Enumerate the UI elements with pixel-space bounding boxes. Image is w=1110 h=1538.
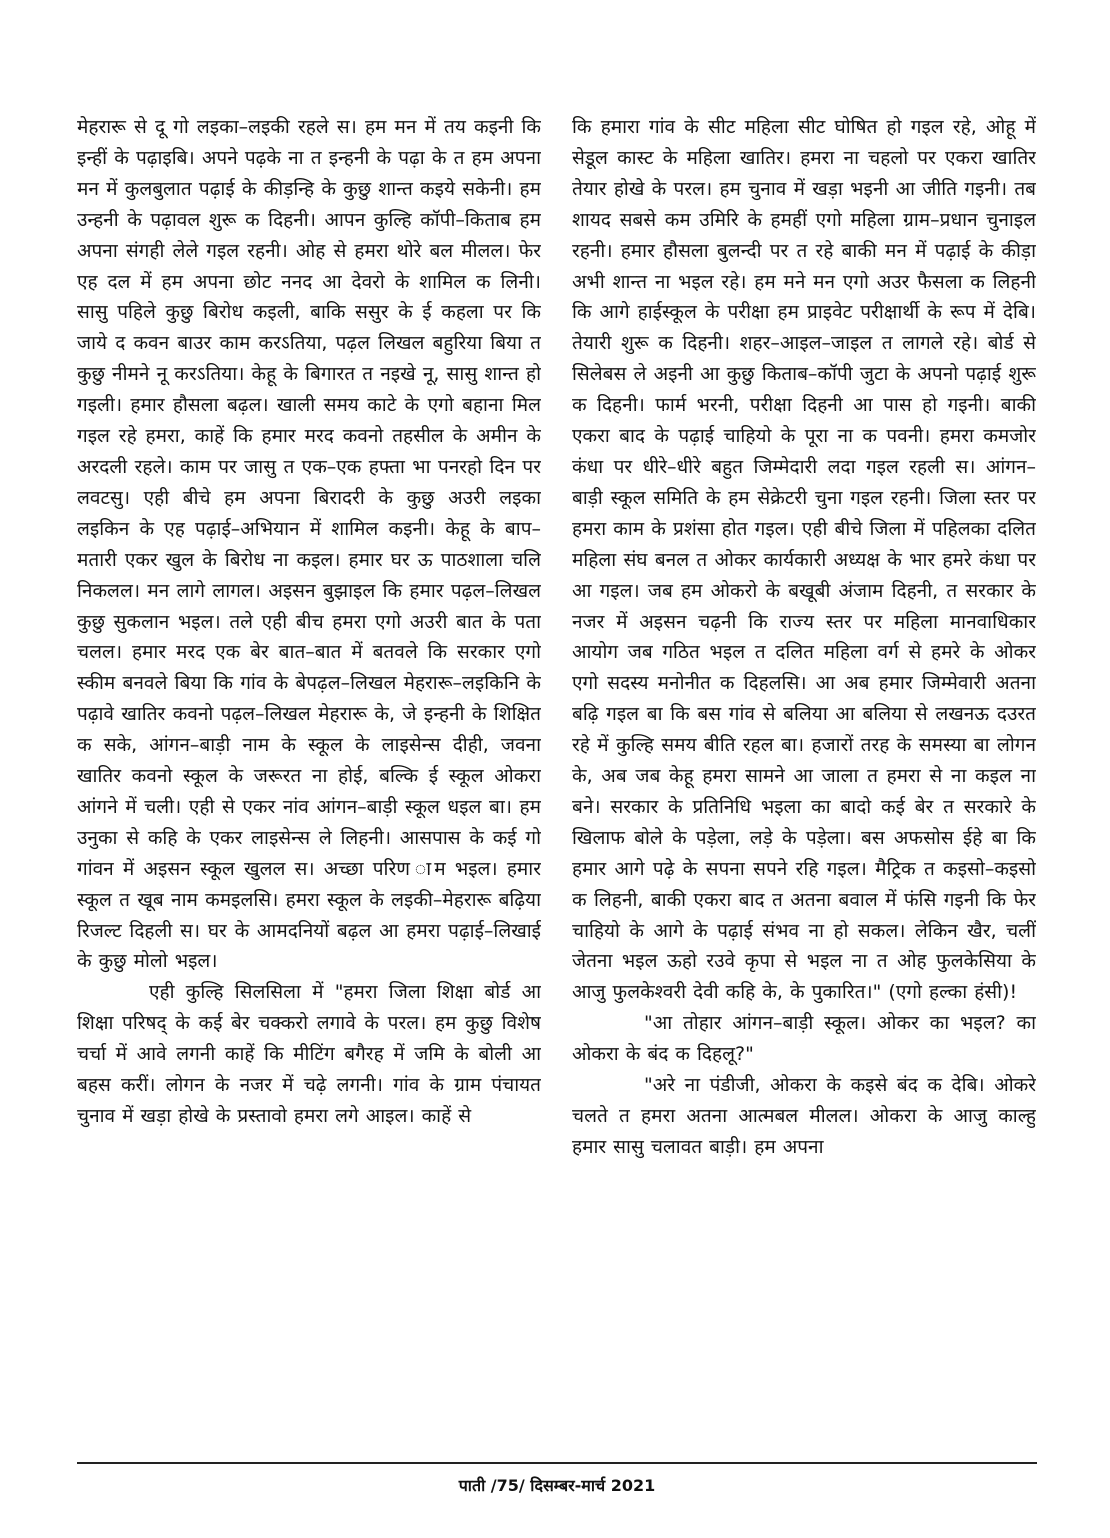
right-paragraph-3: "अरे ना पंडीजी, ओकरा के कइसे बंद क देबि। ओकरे चलते त हमरा अतना आत्मबल मीलल। ओकरा के आजु काल्हु हमार सासु चलावत बाड़ी। हम अपना (572, 1074, 1036, 1158)
right-column (572, 112, 1036, 1430)
footer-divider (77, 1462, 1037, 1464)
left-column (77, 112, 541, 1430)
left-paragraph-1: मेहरारू से दू गो लइका–लइकी रहले स। हम मन में तय कइनी कि इन्हीं के पढ़ाइबि। अपने पढ़के ना त इन्हनी के पढ़ा के त हम अपना मन में कुलबुलात पढ़ाई के कीड़न्हि के कुछु शान्त कइये सकेनी। हम उन्हनी के पढ़ावल शुरू क दिहनी। आपन कुल्हि कॉपी–किताब हम अपना संगही लेले गइल रहनी। ओह से हमरा थोरे बल मीलल। फेर एह दल में हम अपना छोट ननद आ देवरो के शामिल क लिनी। सासु पहिले कुछु बिरोध कइली, बाकि ससुर के ई कहला पर कि जाये द कवन बाउर काम करऽतिया, पढ़ल लिखल बहुरिया बिया त कुछु नीमने नू करऽतिया। केहू के बिगारत त नइखे नू, सासु शान्त हो गइली। हमार हौसला बढ़ल। खाली समय काटे के एगो बहाना मिल गइल रहे हमरा, काहें कि हमार मरद कवनो तहसील के अमीन के अरदली रहले। काम पर जासु त एक–एक हफ्ता भा पनरहो दिन पर लवटसु। एही बीचे हम अपना बिरादरी के कुछु अउरी लइका लइकिन के एह पढ़ाई–अभियान में शामिल कइनी। केहू के बाप–मतारी एकर खुल के बिरोध ना कइल। हमार घर ऊ पाठशाला चलि निकलल। मन लागे लागल। अइसन बुझाइल कि हमार पढ़ल–लिखल कुछु सुकलान भइल। तले एही बीच हमरा एगो अउरी बात के पता चलल। हमार मरद एक बेर बात–बात में बतवले कि सरकार एगो स्कीम बनवले बिया कि गांव के बेपढ़ल–लिखल मेहरारू–लइकिनि के पढ़ावे खातिर कवनो पढ़ल–लिखल मेहरारू के, जे इन्हनी के शिक्षित क सके, आंगन–बाड़ी नाम के स्कूल के लाइसेन्स दीही, जवना खातिर कवनो स्कूल के जरूरत ना होई, बल्कि ई स्कूल ओकरा आंगने में चली। एही से एकर नांव आंगन–बाड़ी स्कूल धइल बा। हम उनुका से कहि के एकर लाइसेन्स ले लिहनी। आसपास के कई गो गांवन में अइसन स्कूल खुलल स। अच्छा परिण ाम भइल। हमार स्कूल त खूब नाम कमइलसि। हमरा स्कूल के लइकी–मेहरारू बढ़िया रिजल्ट दिहली स। घर के आमदनियों बढ़ल आ हमरा पढ़ाई–लिखाई के कुछु मोलो भइल। (77, 116, 541, 973)
left-paragraph-2: एही कुल्हि सिलसिला में "हमरा जिला शिक्षा बोर्ड आ शिक्षा परिषद् के कई बेर चक्करो लगावे के परल। हम कुछु विशेष चर्चा में आवे लगनी काहें कि मीटिंग बगैरह में जमि के बोली आ बहस करीं। लोगन के नजर में चढ़े लगनी। गांव के ग्राम पंचायत चुनाव में खड़ा होखे के प्रस्तावो हमरा लगे आइल। काहें से (77, 981, 541, 1127)
right-paragraph-2: "आ तोहार आंगन–बाड़ी स्कूल। ओकर का भइल? का ओकरा के बंद क दिहलू?" (572, 1012, 1036, 1066)
page-footer: पाती /75/ दिसम्बर-मार्च 2021 (458, 1476, 656, 1495)
right-paragraph-1: कि हमारा गांव के सीट महिला सीट घोषित हो गइल रहे, ओहू में सेडूल कास्ट के महिला खातिर। हमरा ना चहलो पर एकरा खातिर तेयार होखे के परल। हम चुनाव में खड़ा भइनी आ जीति गइनी। तब शायद सबसे कम उमिरि के हमहीं एगो महिला ग्राम–प्रधान चुनाइल रहनी। हमार हौसला बुलन्दी पर त रहे बाकी मन में पढ़ाई के कीड़ा अभी शान्त ना भइल रहे। हम मने मन एगो अउर फैसला क लिहनी कि आगे हाईस्कूल के परीक्षा हम प्राइवेट परीक्षार्थी के रूप में देबि। तेयारी शुरू क दिहनी। शहर–आइल–जाइल त लागले रहे। बोर्ड से सिलेबस ले अइनी आ कुछु किताब–कॉपी जुटा के अपनो पढ़ाई शुरू क दिहनी। फार्म भरनी, परीक्षा दिहनी आ पास हो गइनी। बाकी एकरा बाद के पढ़ाई चाहियो के पूरा ना क पवनी। हमरा कमजोर कंधा पर धीरे–धीरे बहुत जिम्मेदारी लदा गइल रहली स। आंगन–बाड़ी स्कूल समिति के हम सेक्रेटरी चुना गइल रहनी। जिला स्तर पर हमरा काम के प्रशंसा होत गइल। एही बीचे जिला में पहिलका दलित महिला संघ बनल त ओकर कार्यकारी अध्यक्ष के भार हमरे कंधा पर आ गइल। जब हम ओकरो के बखूबी अंजाम दिहनी, त सरकार के नजर में अइसन चढ़नी कि राज्य स्तर पर महिला मानवाधिकार आयोग जब गठित भइल त दलित महिला वर्ग से हमरे के ओकर एगो सदस्य मनोनीत क दिहलसि। आ अब हमार जिम्मेवारी अतना बढ़ि गइल बा कि बस गांव से बलिया आ बलिया से लखनऊ दउरत रहे में कुल्हि समय बीति रहल बा। हजारों तरह के समस्या बा लोगन के, अब जब केहू हमरा सामने आ जाला त हमरा से ना कइल ना बने। सरकार के प्रतिनिधि भइला का बादो कई बेर त सरकारे के खिलाफ बोले के पड़ेला, लड़े के पड़ेला। बस अफसोस ईहे बा कि हमार आगे पढ़े के सपना सपने रहि गइल। मैट्रिक त कइसो–कइसो क लिहनी, बाकी एकरा बाद त अतना बवाल में फंसि गइनी कि फेर चाहियो के आगे के पढ़ाई संभव ना हो सकल। लेकिन खैर, चलीं जेतना भइल ऊहो रउवे कृपा से भइल ना त ओह फुलकेसिया के आजु फुलकेश्वरी देवी कहि के, के पुकारित।" (एगो हल्का हंसी)! (572, 116, 1036, 1004)
